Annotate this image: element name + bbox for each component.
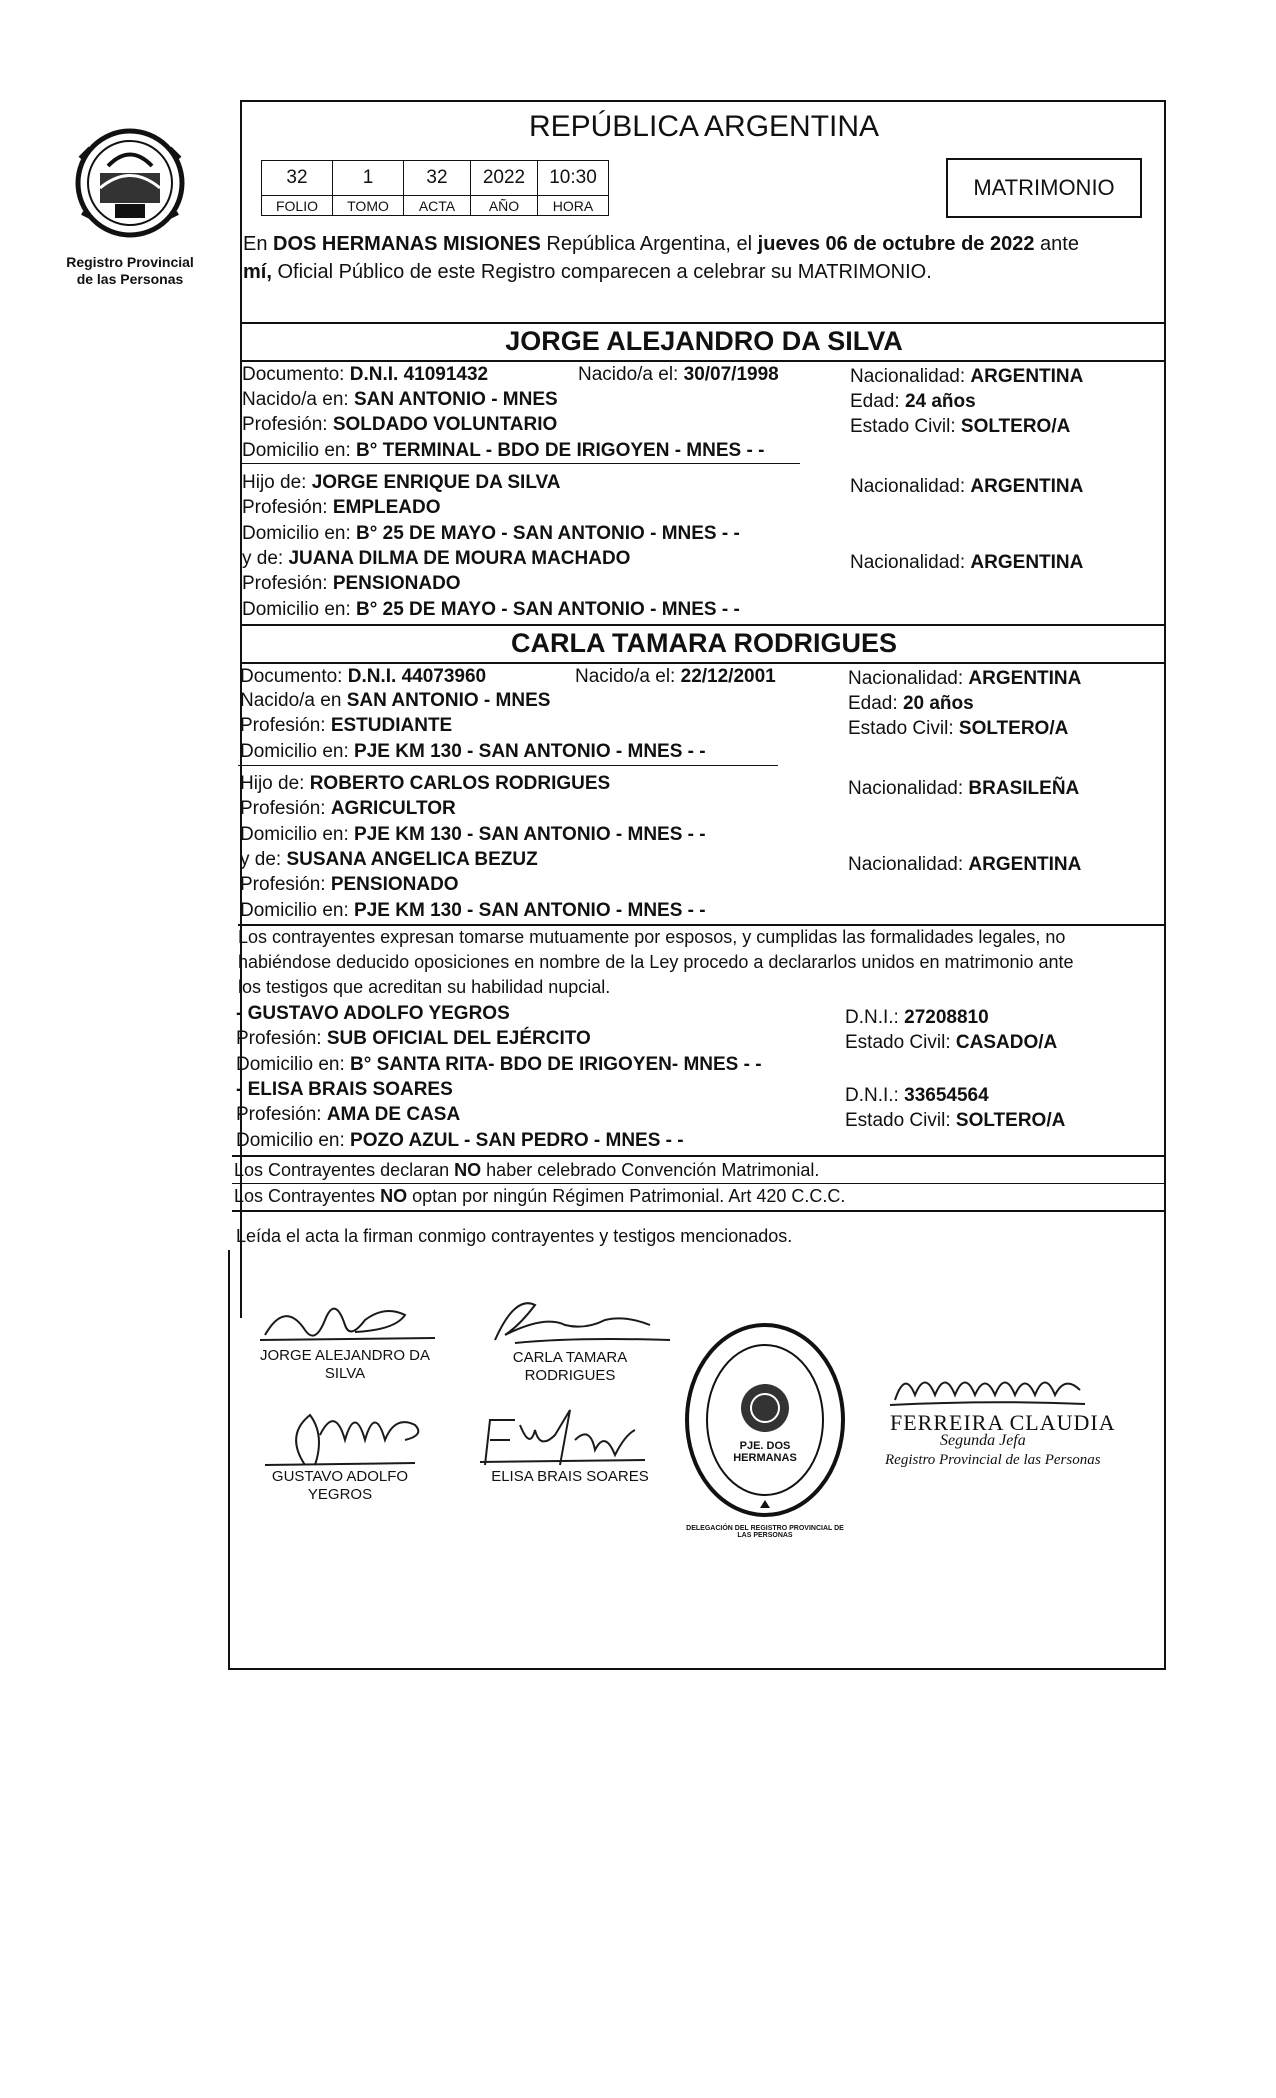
label: Domicilio en: xyxy=(236,1130,345,1151)
bride-father-profesion xyxy=(240,798,456,820)
groom-divider xyxy=(240,463,800,464)
groom-father-profesion xyxy=(242,497,441,519)
declaration-line-3: los testigos que acreditan su habilidad nupcial. xyxy=(238,977,611,997)
value: SOLTERO/A xyxy=(958,718,1069,739)
registry-name-line2: de las Personas xyxy=(76,271,184,287)
acta-value: 32 xyxy=(404,161,471,196)
registry-seal-logo xyxy=(70,118,190,248)
intro-line2-text: Oficial Público de este Registro comparecen a celebrar su MATRIMONIO. xyxy=(277,261,932,283)
label: Nacido/a en xyxy=(240,690,342,711)
intro-line2-bold: mí, xyxy=(243,261,272,283)
frame-right-lower xyxy=(1164,320,1166,1670)
bride-profesion xyxy=(240,715,452,737)
label: y de: xyxy=(240,849,282,870)
groom-father xyxy=(242,472,561,494)
bride-name: CARLA TAMARA RODRIGUES xyxy=(511,628,897,658)
frame-left-lower xyxy=(228,1250,230,1670)
label: Profesión: xyxy=(236,1104,322,1125)
label: Nacido/a en: xyxy=(242,389,349,410)
label: D.N.I.: xyxy=(845,1085,899,1106)
declaration-line-1: Los contrayentes expresan tomarse mutuamente por esposos, y cumplidas las formalidades legales, no xyxy=(238,927,1066,947)
label: Documento: xyxy=(242,364,345,385)
label: Domicilio en: xyxy=(242,523,351,544)
witness-2-dni xyxy=(845,1085,989,1107)
label: Nacido/a el: xyxy=(578,364,679,385)
intro-p1: En xyxy=(243,233,268,255)
value: BRASILEÑA xyxy=(968,778,1080,799)
divider-4 xyxy=(232,1155,1166,1157)
witness-1-signature-label xyxy=(255,1468,425,1504)
line1: GUSTAVO ADOLFO xyxy=(271,1468,409,1485)
value: SAN ANTONIO - MNES xyxy=(353,389,558,410)
label: Domicilio en: xyxy=(240,824,349,845)
groom-signature xyxy=(255,1290,455,1350)
convention-1 xyxy=(234,1160,819,1181)
groom-father-domicilio xyxy=(242,523,740,545)
label: Estado Civil: xyxy=(845,1032,951,1053)
value: AMA DE CASA xyxy=(326,1104,461,1125)
country-title: REPÚBLICA ARGENTINA xyxy=(528,110,880,143)
label: Domicilio en: xyxy=(242,599,351,620)
value: JORGE ENRIQUE DA SILVA xyxy=(311,472,561,493)
value: 27208810 xyxy=(904,1007,989,1028)
value: ARGENTINA xyxy=(970,552,1084,573)
label: Profesión: xyxy=(236,1028,322,1049)
label: D.N.I.: xyxy=(845,1007,899,1028)
groom-mother xyxy=(242,548,630,570)
label: Estado Civil: xyxy=(845,1110,951,1131)
doc-type-box xyxy=(946,158,1142,218)
value: SUB OFICIAL DEL EJÉRCITO xyxy=(326,1028,591,1049)
bride-domicilio xyxy=(240,741,706,763)
c1-b: NO xyxy=(454,1160,482,1180)
line1: JORGE ALEJANDRO DA xyxy=(259,1347,431,1364)
registry-name xyxy=(55,254,205,288)
value: ARGENTINA xyxy=(970,366,1084,387)
bride-mother xyxy=(240,849,538,871)
groom-documento xyxy=(242,364,488,386)
label: Profesión: xyxy=(240,715,326,736)
witness-1-estado xyxy=(845,1032,1057,1054)
line2: SILVA xyxy=(324,1365,366,1382)
groom-profesion xyxy=(242,414,557,436)
hora-value: 10:30 xyxy=(538,161,609,196)
groom-mother-domicilio xyxy=(242,599,740,621)
label: Profesión: xyxy=(240,874,326,895)
bride-mother-domicilio xyxy=(240,900,706,922)
value: 33654564 xyxy=(904,1085,989,1106)
c1-c: haber celebrado Convención Matrimonial. xyxy=(486,1160,820,1180)
value: JUANA DILMA DE MOURA MACHADO xyxy=(288,548,631,569)
intro-place: DOS HERMANAS MISIONES xyxy=(273,233,541,255)
witness-2-name: - ELISA BRAIS SOARES xyxy=(236,1079,453,1100)
value: POZO AZUL - SAN PEDRO - MNES - - xyxy=(350,1130,684,1151)
label: Profesión: xyxy=(242,573,328,594)
intro-p2: República Argentina, el xyxy=(546,233,753,255)
frame-top xyxy=(240,100,1166,102)
bride-documento xyxy=(240,666,486,688)
witness-1-dni xyxy=(845,1007,989,1029)
value: CASADO/A xyxy=(955,1032,1058,1053)
tomo-label: TOMO xyxy=(333,196,404,216)
divider-6 xyxy=(232,1210,1166,1212)
official-org: Registro Provincial de las Personas xyxy=(885,1452,1101,1468)
bride-signature-label xyxy=(480,1349,660,1385)
bride-nacido-en xyxy=(240,690,550,712)
value: D.N.I. 41091432 xyxy=(349,364,489,385)
frame-bottom xyxy=(228,1668,1166,1670)
value: PJE KM 130 - SAN ANTONIO - MNES - - xyxy=(354,741,706,762)
closing-text: Leída el acta la firman conmigo contrayentes y testigos mencionados. xyxy=(236,1226,793,1246)
line1: CARLA TAMARA xyxy=(512,1349,628,1366)
folio-label: FOLIO xyxy=(262,196,333,216)
groom-name: JORGE ALEJANDRO DA SILVA xyxy=(505,326,903,356)
witness-2-domicilio xyxy=(236,1130,684,1152)
label: Hijo de: xyxy=(240,773,305,794)
value: ARGENTINA xyxy=(970,476,1084,497)
anio-value: 2022 xyxy=(471,161,538,196)
label: Domicilio en: xyxy=(242,440,351,461)
witness-2-signature-label: ELISA BRAIS SOARES xyxy=(491,1468,649,1485)
registry-name-line1: Registro Provincial xyxy=(66,254,194,270)
label: Documento: xyxy=(240,666,343,687)
value: EMPLEADO xyxy=(332,497,441,518)
label: y de: xyxy=(242,548,284,569)
c2-c: optan por ningún Régimen Patrimonial. Art 420 C.C.C. xyxy=(412,1186,846,1206)
value: ARGENTINA xyxy=(968,854,1082,875)
witness-2-signature xyxy=(475,1400,665,1470)
anio-label: AÑO xyxy=(471,196,538,216)
registry-stamp xyxy=(680,1320,850,1520)
value: PENSIONADO xyxy=(332,573,461,594)
doc-type: MATRIMONIO xyxy=(973,175,1115,200)
bride-mother-profesion xyxy=(240,874,459,896)
value: 22/12/2001 xyxy=(680,666,776,687)
folio-value: 32 xyxy=(262,161,333,196)
divider-1 xyxy=(240,322,1166,324)
value: PJE KM 130 - SAN ANTONIO - MNES - - xyxy=(354,900,706,921)
divider-3 xyxy=(238,924,1166,926)
official-signature xyxy=(890,1360,1090,1415)
value: ROBERTO CARLOS RODRIGUES xyxy=(309,773,611,794)
groom-mother-nacionalidad xyxy=(850,552,1083,574)
intro-p3: ante xyxy=(1040,233,1079,255)
groom-signature-label xyxy=(245,1347,445,1383)
c2-a: Los Contrayentes xyxy=(234,1186,376,1206)
bride-signature xyxy=(475,1285,675,1350)
groom-domicilio xyxy=(242,440,764,462)
label: Edad: xyxy=(848,693,898,714)
bride-nacionalidad xyxy=(848,668,1081,690)
value: PENSIONADO xyxy=(330,874,459,895)
folio-table xyxy=(261,160,609,216)
label: Profesión: xyxy=(240,798,326,819)
label: Nacionalidad: xyxy=(850,476,966,497)
acta-label: ACTA xyxy=(404,196,471,216)
stamp-inner-text: PJE. DOS HERMANAS xyxy=(733,1440,797,1464)
divider-2 xyxy=(240,624,1166,626)
bride-estado-civil xyxy=(848,718,1068,740)
label: Nacionalidad: xyxy=(850,366,966,387)
witness-1-signature xyxy=(265,1395,455,1470)
label: Nacionalidad: xyxy=(848,668,964,689)
stamp-outer-text: DELEGACIÓN DEL REGISTRO PROVINCIAL DE LAS PERSONAS xyxy=(686,1525,844,1539)
label: Domicilio en: xyxy=(236,1054,345,1075)
value: AGRICULTOR xyxy=(330,798,456,819)
bride-father-domicilio xyxy=(240,824,706,846)
bride-mother-nacionalidad xyxy=(848,854,1081,876)
label: Nacionalidad: xyxy=(848,778,964,799)
groom-nacido-el xyxy=(578,364,779,386)
label: Edad: xyxy=(850,391,900,412)
label: Estado Civil: xyxy=(848,718,954,739)
label: Profesión: xyxy=(242,497,328,518)
line2: YEGROS xyxy=(307,1486,373,1503)
official-name: FERREIRA CLAUDIA xyxy=(890,1410,1116,1435)
value: SOLTERO/A xyxy=(955,1110,1066,1131)
witness-2-profesion xyxy=(236,1104,460,1126)
witness-1-name: - GUSTAVO ADOLFO YEGROS xyxy=(236,1003,510,1024)
value: B° TERMINAL - BDO DE IRIGOYEN - MNES - - xyxy=(356,440,765,461)
label: Profesión: xyxy=(242,414,328,435)
bride-edad xyxy=(848,693,974,715)
groom-edad xyxy=(850,391,976,413)
value: ARGENTINA xyxy=(968,668,1082,689)
declaration-line-2: habiéndose deducido oposiciones en nombre de la Ley procedo a declararlos unidos en matrimonio ante xyxy=(238,952,1074,972)
label: Domicilio en: xyxy=(240,741,349,762)
official-role: Segunda Jefa xyxy=(940,1432,1026,1449)
intro-line-2 xyxy=(243,261,932,284)
groom-nacido-en xyxy=(242,389,558,411)
groom-estado-civil xyxy=(850,416,1070,438)
witness-1-domicilio xyxy=(236,1054,762,1076)
groom-title-underline xyxy=(240,360,1166,362)
label: Nacionalidad: xyxy=(848,854,964,875)
divider-5 xyxy=(232,1183,1166,1184)
c1-a: Los Contrayentes declaran xyxy=(234,1160,450,1180)
c2-b: NO xyxy=(380,1186,408,1206)
value: B° SANTA RITA- BDO DE IRIGOYEN- MNES - - xyxy=(350,1054,762,1075)
witness-2-estado xyxy=(845,1110,1065,1132)
bride-nacido-el xyxy=(575,666,776,688)
value: 20 años xyxy=(902,693,974,714)
value: SOLTERO/A xyxy=(960,416,1071,437)
label: Domicilio en: xyxy=(240,900,349,921)
intro-date: jueves 06 de octubre de 2022 xyxy=(757,233,1035,255)
value: PJE KM 130 - SAN ANTONIO - MNES - - xyxy=(354,824,706,845)
bride-father xyxy=(240,773,610,795)
value: SOLDADO VOLUNTARIO xyxy=(332,414,558,435)
value: B° 25 DE MAYO - SAN ANTONIO - MNES - - xyxy=(356,523,740,544)
label: Estado Civil: xyxy=(850,416,956,437)
value: D.N.I. 44073960 xyxy=(347,666,487,687)
value: B° 25 DE MAYO - SAN ANTONIO - MNES - - xyxy=(356,599,740,620)
value: ESTUDIANTE xyxy=(330,715,453,736)
value: SAN ANTONIO - MNES xyxy=(346,690,551,711)
witness-1-profesion xyxy=(236,1028,591,1050)
value: 24 años xyxy=(904,391,976,412)
label: Nacido/a el: xyxy=(575,666,676,687)
tomo-value: 1 xyxy=(333,161,404,196)
value: SUSANA ANGELICA BEZUZ xyxy=(286,849,538,870)
convention-2 xyxy=(234,1186,845,1207)
label: Nacionalidad: xyxy=(850,552,966,573)
label: Hijo de: xyxy=(242,472,307,493)
bride-father-nacionalidad xyxy=(848,778,1079,800)
groom-mother-profesion xyxy=(242,573,461,595)
bride-divider xyxy=(238,765,778,766)
value: 30/07/1998 xyxy=(683,364,779,385)
groom-nacionalidad xyxy=(850,366,1083,388)
intro-line-1 xyxy=(243,233,1079,256)
groom-father-nacionalidad xyxy=(850,476,1083,498)
bride-title-underline xyxy=(240,662,1166,664)
hora-label: HORA xyxy=(538,196,609,216)
line2: RODRIGUES xyxy=(524,1367,616,1384)
